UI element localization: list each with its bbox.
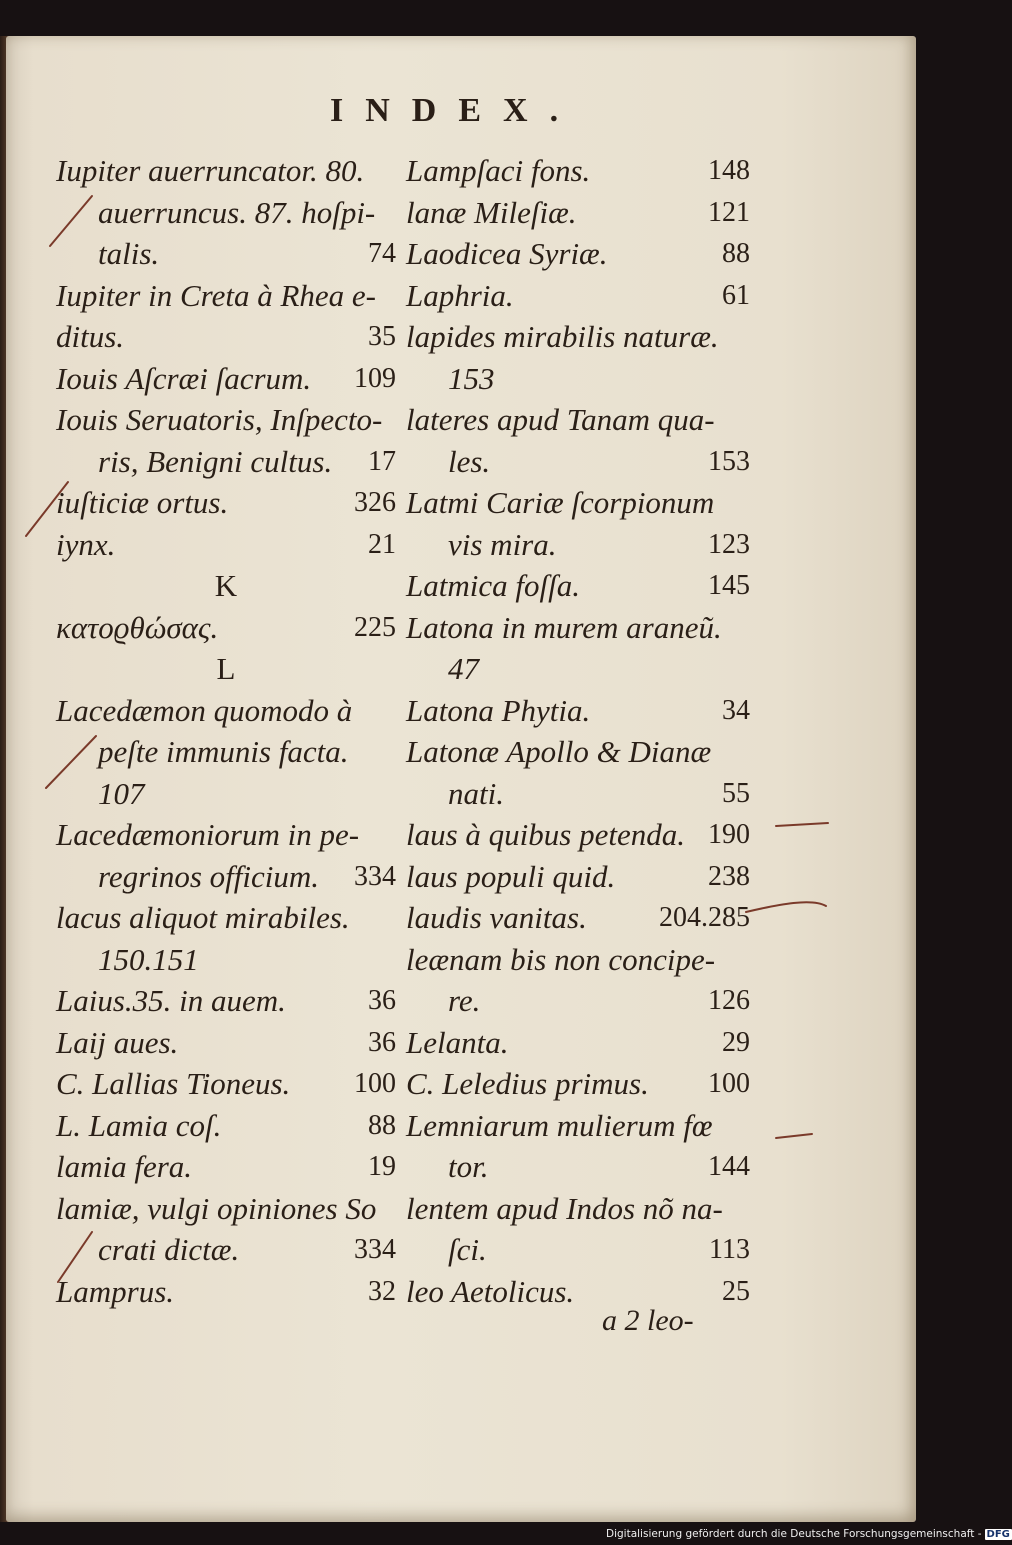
index-entry-page: 88 (722, 238, 750, 269)
index-entry-text: C. Lallias Tioneus. (56, 1066, 291, 1101)
index-entry-text: K (214, 568, 238, 603)
index-entry-text: peſte immunis facta. (98, 734, 349, 769)
index-entry-text: κατοϱθώσας. (56, 609, 219, 645)
index-entry-text: C. Leledius primus. (406, 1066, 649, 1101)
index-entry-text: Laodicea Syriæ. (406, 236, 608, 271)
index-entry-text: tor. (448, 1149, 489, 1184)
index-entry-page: 88 (368, 1109, 396, 1141)
index-entry-text: lamia fera. (56, 1149, 193, 1184)
index-entry-page: 121 (708, 196, 750, 228)
index-entry-text: Lamprus. (56, 1273, 175, 1309)
index-entry-text: 153 (448, 360, 495, 396)
index-entry-page: 55 (722, 777, 750, 809)
index-entry-text: Lacedæmoniorum in pe- (56, 817, 360, 852)
index-entry-text: Laij aues. (56, 1024, 179, 1060)
index-entry-page: 35 (368, 321, 396, 352)
index-entry-text: laus populi quid. (406, 858, 616, 894)
index-entry-page: 17 (368, 445, 396, 477)
index-entry-page: 204.285 (659, 902, 750, 933)
index-entry-page: 100 (354, 1068, 396, 1099)
index-entry-text: ſci. (448, 1232, 487, 1267)
index-entry-page: 326 (354, 487, 396, 518)
index-entry-text: Iouis Seruatoris, Inſpecto- (56, 402, 383, 437)
pen-mark-dash (746, 902, 826, 912)
index-entry-text: iynx. (56, 526, 116, 562)
index-entry-page: 113 (709, 1234, 750, 1265)
index-entry-page: 145 (708, 570, 750, 601)
index-entry-text: leo Aetolicus. (406, 1273, 575, 1309)
index-entry-page: 190 (708, 819, 750, 850)
index-entry-page: 19 (368, 1151, 396, 1182)
index-entry-text: lacus aliquot mirabiles. (56, 900, 350, 935)
index-entry-page: 126 (708, 985, 750, 1016)
index-entry-page: 34 (722, 694, 750, 726)
index-entry-page: 144 (708, 1151, 750, 1182)
index-entry-text: Latmi Cariæ ſcorpionum (406, 485, 715, 520)
pen-mark-slash (46, 736, 96, 788)
index-entry-text: les. (448, 443, 491, 479)
index-entry-text: regrinos officium. (98, 858, 320, 894)
index-entry-text: leænam bis non concipe- (406, 941, 716, 977)
pen-mark-slash (50, 196, 92, 246)
index-entry-text: Iupiter in Creta à Rhea e- (56, 277, 376, 313)
index-entry-page: 334 (354, 1234, 396, 1265)
index-entry-text: lapides mirabilis naturæ. (406, 319, 719, 354)
index-entry-page: 25 (722, 1275, 750, 1307)
catchword: a 2 leo- (602, 1304, 694, 1337)
footer-text: Digitalisierung gefördert durch die Deutsche Forschungsgemeinschaft - (606, 1528, 982, 1540)
index-entry-text: 150.151 (98, 941, 199, 977)
index-entry-text: ris, Benigni cultus. (98, 443, 333, 479)
index-entry-page: 225 (354, 611, 396, 643)
dfg-logo: DFG (986, 1529, 1010, 1540)
index-entry-text: L. Lamia coſ. (56, 1107, 222, 1143)
index-entry-text: Latmica foſſa. (406, 568, 580, 603)
pen-mark-slash (58, 1232, 92, 1282)
index-entry-text: lateres apud Tanam qua- (406, 402, 715, 437)
index-entry-text: lanæ Mileſiæ. (406, 194, 577, 230)
index-entry-page: 153 (708, 445, 750, 477)
index-entry-text: Laius.35. in auem. (56, 983, 286, 1018)
index-entry-text: nati. (448, 775, 504, 811)
footer-credit (606, 1528, 1010, 1544)
pen-mark-dash (776, 823, 828, 826)
pen-mark-slash (26, 482, 68, 536)
index-entry-text: 107 (98, 775, 145, 811)
index-entry-text: Laphria. (406, 277, 514, 313)
page-header: INDEX. (330, 92, 581, 129)
index-entry-page: 32 (368, 1275, 396, 1307)
index-entry-text: lamiæ, vulgi opiniones So (56, 1190, 377, 1226)
index-entry-page: 109 (354, 362, 396, 394)
index-entry-text: L (216, 651, 236, 686)
index-entry-text: auerruncus. 87. hoſpi- (98, 194, 376, 230)
index-entry-page: 29 (722, 1026, 750, 1058)
index-entry-text: Latona Phytia. (406, 692, 591, 728)
index-entry-page: 238 (708, 860, 750, 892)
index-entry-text: 47 (448, 651, 479, 686)
index-entry-page: 36 (368, 1026, 396, 1058)
index-entry-text: Latona in murem araneũ. (406, 609, 722, 645)
index-entry-text: re. (448, 983, 481, 1018)
index-entry-page: 148 (708, 155, 750, 186)
index-entry-text: Lemniarum mulierum fœ (406, 1107, 713, 1143)
index-entry-page: 36 (368, 985, 396, 1016)
index-entry-text: vis mira. (448, 526, 557, 562)
index-entry-text: crati dictæ. (98, 1232, 240, 1267)
index-entry-text: talis. (98, 236, 160, 271)
index-entry-text: Lelanta. (406, 1024, 509, 1060)
pen-mark-dash (776, 1134, 812, 1138)
index-entry-text: laus à quibus petenda. (406, 817, 685, 852)
index-entry-text: Iouis Aſcræi ſacrum. (56, 360, 312, 396)
index-entry-text: Latonæ Apollo & Dianæ (406, 734, 712, 769)
index-entry-text: Lampſaci fons. (406, 153, 591, 188)
index-entry-page: 74 (368, 238, 396, 269)
index-entry-text: Lacedæmon quomodo à (56, 692, 353, 728)
index-entry-page: 334 (354, 860, 396, 892)
index-entry-page: 123 (708, 528, 750, 560)
index-entry-page: 100 (708, 1068, 750, 1099)
index-entry-page: 21 (368, 528, 396, 560)
index-entry-text: lentem apud Indos nõ na- (406, 1190, 723, 1226)
index-entry-text: ditus. (56, 319, 125, 354)
index-entry-text: iuſticiæ ortus. (56, 485, 229, 520)
index-entry-text: laudis vanitas. (406, 900, 587, 935)
index-entry-text: Iupiter auerruncator. 80. (56, 153, 365, 188)
index-entry-page: 61 (722, 279, 750, 311)
